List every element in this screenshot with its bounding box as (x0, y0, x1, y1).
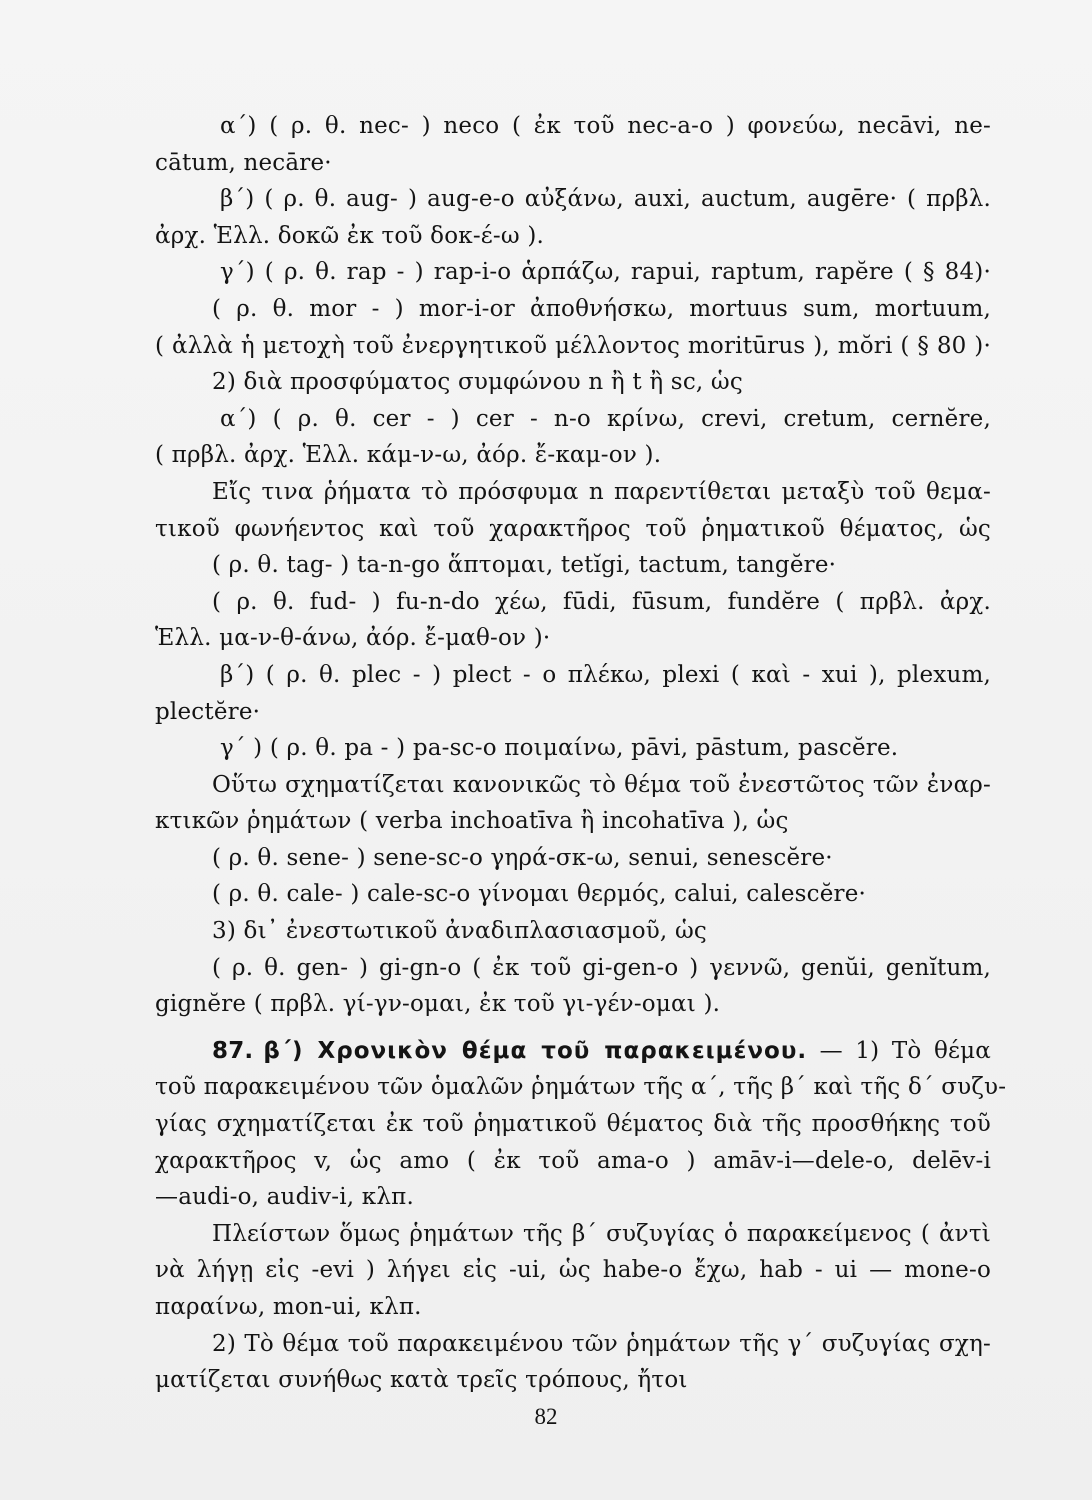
text-line: — 1) Τὸ θέμα (819, 1037, 992, 1064)
text-line: νὰ λήγῃ εἰς -evi ) λήγει εἰς -ui, ὡς habe-o ἔχω, hab - ui — mone-o (155, 1257, 991, 1284)
text-line: κτικῶν ῥημάτων ( verba inchoatīva ἢ incohatīva ), ὡς (155, 808, 789, 835)
text-line: γίας σχηματίζεται ἐκ τοῦ ῥηματικοῦ θέματος διὰ τῆς προσθήκης τοῦ (155, 1111, 991, 1138)
text-line: ( ρ. θ. gen- ) gi-gn-o ( ἐκ τοῦ gi-gen-o ) γεννῶ, genŭi, genĭtum, (212, 954, 991, 981)
text-line: τοῦ παρακειμένου τῶν ὁμαλῶν ῥημάτων τῆς α΄, τῆς β΄ καὶ τῆς δ΄ συζυ- (155, 1074, 1007, 1101)
text-line: 3) δι᾿ ἐνεστωτικοῦ ἀναδιπλασιασμοῦ, ὡς (212, 918, 707, 945)
text-line: β΄) ( ρ. θ. plec - ) plect - o πλέκω, plexi ( καὶ - xui ), plexum, (220, 661, 991, 688)
section-number: 87. (212, 1037, 254, 1064)
text-line: Πλείστων ὅμως ῥημάτων τῆς β΄ συζυγίας ὁ παρακείμενος ( ἀντὶ (212, 1220, 991, 1247)
text-line: Εἴς τινα ῥήματα τὸ πρόσφυμα n παρεντίθεται μεταξὺ τοῦ θεμα- (212, 478, 991, 505)
text-line: ( ρ. θ. sene- ) sene-sc-o γηρά-σκ-ω, senui, senescĕre· (212, 844, 833, 871)
text-line: gignĕre ( πρβλ. γί-γν-ομαι, ἐκ τοῦ γι-γέν-ομαι ). (155, 991, 721, 1018)
section-87-first-line (155, 1033, 991, 1070)
page-number: 82 (534, 1404, 558, 1429)
text-line: Οὕτω σχηματίζεται κανονικῶς τὸ θέμα τοῦ ἐνεστῶτος τῶν ἐναρ- (212, 771, 991, 798)
text-line: α΄) ( ρ. θ. cer - ) cer - n-o κρίνω, crevi, cretum, cernĕre, (220, 405, 991, 432)
text-line: τικοῦ φωνήεντος καὶ τοῦ χαρακτῆρος τοῦ ῥηματικοῦ θέματος, ὡς (155, 515, 991, 542)
text-line: α΄) ( ρ. θ. nec- ) neco ( ἐκ τοῦ nec-a-o ) φονεύω, necāvi, ne- (220, 113, 991, 139)
text-line: Ἑλλ. μα-ν-θ-άνω, ἀόρ. ἔ-μαθ-ον )· (155, 625, 551, 652)
text-line: ( πρβλ. ἀρχ. Ἑλλ. κάμ-ν-ω, ἀόρ. ἔ-καμ-ον ). (155, 442, 662, 469)
text-line: ( ρ. θ. mor - ) mor-i-or ἀποθνήσκω, mortuus sum, mortuum, (212, 295, 991, 322)
text-line: β΄) ( ρ. θ. aug- ) aug-e-o αὐξάνω, auxi, auctum, augēre· ( πρβλ. (220, 186, 991, 213)
section-heading: β΄) Χρονικὸν θέμα τοῦ παρακειμένου. (263, 1037, 808, 1064)
text-line: ματίζεται συνήθως κατὰ τρεῖς τρόπους, ἤτοι (155, 1367, 688, 1394)
text-line: cātum, necāre· (155, 149, 332, 176)
text-line: ἀρχ. Ἑλλ. δοκῶ ἐκ τοῦ δοκ-έ-ω ). (155, 222, 545, 249)
text-line: plectĕre· (155, 698, 261, 725)
text-line: ( ρ. θ. fud- ) fu-n-do χέω, fūdi, fūsum, fundĕre ( πρβλ. ἀρχ. (212, 588, 991, 615)
text-line: ( ρ. θ. tag- ) ta-n-go ἅπτομαι, tetĭgi, tactum, tangĕre· (212, 552, 837, 579)
text-line: παραίνω, mon-ui, κλπ. (155, 1294, 422, 1320)
text-line: 2) Τὸ θέμα τοῦ παρακειμένου τῶν ῥημάτων τῆς γ΄ συζυγίας σχη- (212, 1330, 991, 1357)
text-line: ( ρ. θ. cale- ) cale-sc-o γίνομαι θερμός, calui, calescĕre· (212, 881, 867, 908)
text-line: ( ἀλλὰ ἡ μετοχὴ τοῦ ἐνεργητικοῦ μέλλοντος moritūrus ), mŏri ( § 80 )· (155, 332, 991, 359)
text-line: χαρακτῆρος v, ὡς amo ( ἐκ τοῦ ama-o ) amāv-i—dele-o, delēv-i (155, 1147, 991, 1174)
text-line: —audi-o, audiv-i, κλπ. (155, 1184, 414, 1211)
text-line: γ΄ ) ( ρ. θ. pa - ) pa-sc-o ποιμαίνω, pāvi, pāstum, pascĕre. (220, 735, 899, 762)
body-text (155, 108, 1007, 1399)
text-line: 2) διὰ προσφύματος συμφώνου n ἢ t ἢ sc, ὡς (212, 369, 743, 396)
text-line: γ΄) ( ρ. θ. rap - ) rap-i-o ἁρπάζω, rapui, raptum, rapĕre ( § 84)· (220, 259, 991, 286)
